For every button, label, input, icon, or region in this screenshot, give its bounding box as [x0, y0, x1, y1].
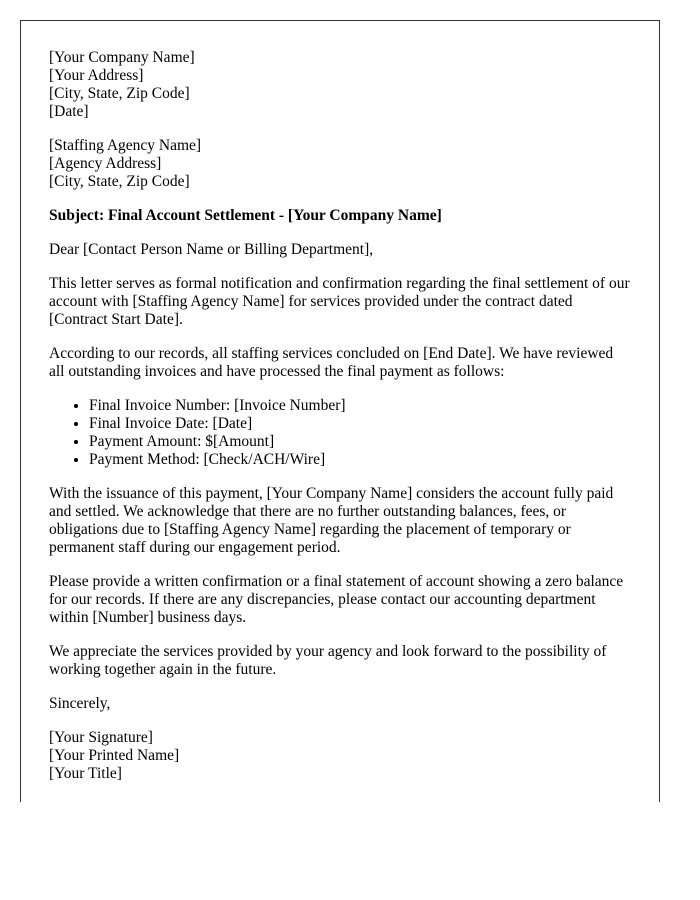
- signature: [Your Signature]: [49, 729, 153, 746]
- salutation: Dear [Contact Person Name or Billing Department],: [49, 241, 374, 258]
- paragraph-fully-paid: With the issuance of this payment, [Your Company Name] considers the account fully paid and settled. We acknowledge that there are no further outstanding balances, fees, or obligations due to [Staffing Agency Name] regarding the placement of temporary or permanent staff during our engagement period.: [49, 485, 614, 556]
- letter-page: [20, 20, 660, 802]
- recipient-city-state-zip: [City, State, Zip Code]: [49, 173, 190, 190]
- sender-company: [Your Company Name]: [49, 49, 195, 66]
- sender-city-state-zip: [City, State, Zip Code]: [49, 85, 190, 102]
- payment-details-list: [49, 397, 631, 469]
- list-item-payment-method: • Payment Method: [Check/ACH/Wire]: [89, 451, 631, 469]
- paragraph-settlement-notice: This letter serves as formal notification and confirmation regarding the final settlement of our account with [Staffing Agency Name] for services provided under the contract dated [Contract Start Date].: [49, 275, 630, 328]
- recipient-block: [49, 137, 631, 191]
- list-item-invoice-number: • Final Invoice Number: [Invoice Number]: [89, 397, 631, 415]
- sender-address: [Your Address]: [49, 67, 144, 84]
- recipient-agency: [Staffing Agency Name]: [49, 137, 202, 154]
- recipient-address: [Agency Address]: [49, 155, 162, 172]
- closing: Sincerely,: [49, 695, 111, 712]
- sender-block: [49, 49, 631, 121]
- paragraph-appreciation: We appreciate the services provided by your agency and look forward to the possibility of working together again in the future.: [49, 643, 607, 678]
- signer-title: [Your Title]: [49, 765, 122, 782]
- list-item-invoice-date: • Final Invoice Date: [Date]: [89, 415, 631, 433]
- list-item-payment-amount: • Payment Amount: $[Amount]: [89, 433, 631, 451]
- paragraph-records: According to our records, all staffing services concluded on [End Date]. We have reviewed all outstanding invoices and have processed the final payment as follows:: [49, 345, 614, 380]
- printed-name: [Your Printed Name]: [49, 747, 180, 764]
- paragraph-confirmation-request: Please provide a written confirmation or a final statement of account showing a zero balance for our records. If there are any discrepancies, please contact our accounting department within [Number] business days.: [49, 573, 624, 626]
- signature-block: [49, 729, 631, 783]
- letter-date: [Date]: [49, 103, 89, 120]
- subject-line: Subject: Final Account Settlement - [Your Company Name]: [49, 207, 442, 224]
